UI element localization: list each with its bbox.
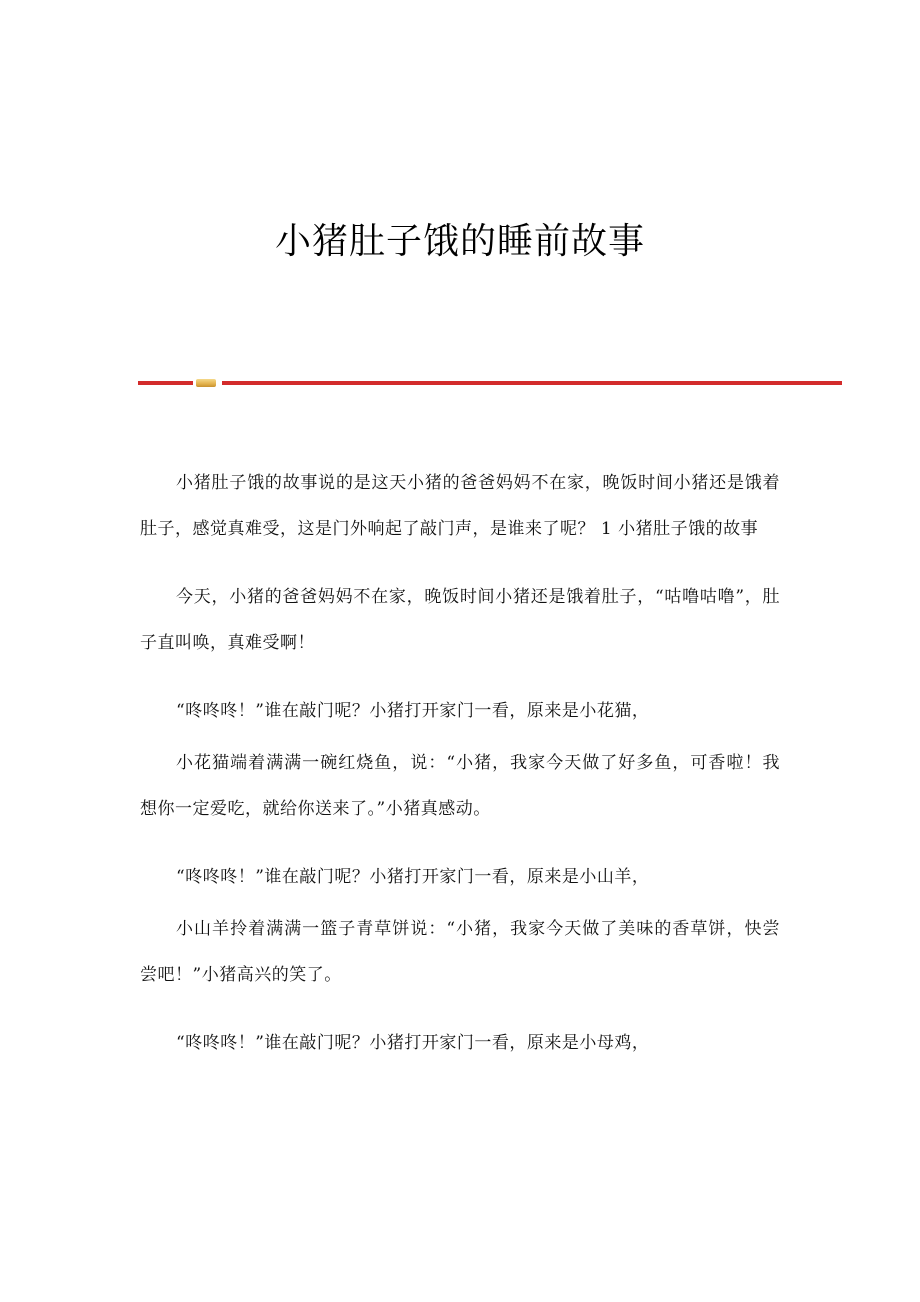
paragraph-story-3: 小花猫端着满满一碗红烧鱼，说：“小猪，我家今天做了好多鱼，可香啦！我想你一定爱吃，就给你送来了。”小猪真感动。	[140, 753, 780, 819]
paragraph-story-5: 小山羊拎着满满一篮子青草饼说：“小猪，我家今天做了美味的香草饼，快尝尝吧！”小猪高兴的笑了。	[140, 919, 780, 985]
document-title: 小猪肚子饿的睡前故事	[274, 221, 645, 262]
divider-bar-left	[138, 381, 193, 385]
paragraph-intro: 小猪肚子饿的故事说的是这天小猪的爸爸妈妈不在家，晚饭时间小猪还是饿着肚子，感觉真难受，这是门外响起了敲门声，是谁来了呢？ 1 小猪肚子饿的故事	[140, 473, 780, 539]
paragraph-story-1: 今天，小猪的爸爸妈妈不在家，晚饭时间小猪还是饿着肚子，“咕噜咕噜”，肚子直叫唤，真难受啊！	[140, 587, 780, 653]
title-divider	[138, 378, 842, 390]
divider-bar-right	[222, 381, 842, 385]
paragraph-story-2: “咚咚咚！”谁在敲门呢？小猪打开家门一看，原来是小花猫，	[176, 701, 650, 721]
paragraph-story-4: “咚咚咚！”谁在敲门呢？小猪打开家门一看，原来是小山羊，	[176, 867, 650, 887]
divider-ornament-icon	[196, 379, 216, 387]
paragraph-story-6: “咚咚咚！”谁在敲门呢？小猪打开家门一看，原来是小母鸡，	[176, 1033, 650, 1053]
document-body	[140, 460, 780, 1088]
